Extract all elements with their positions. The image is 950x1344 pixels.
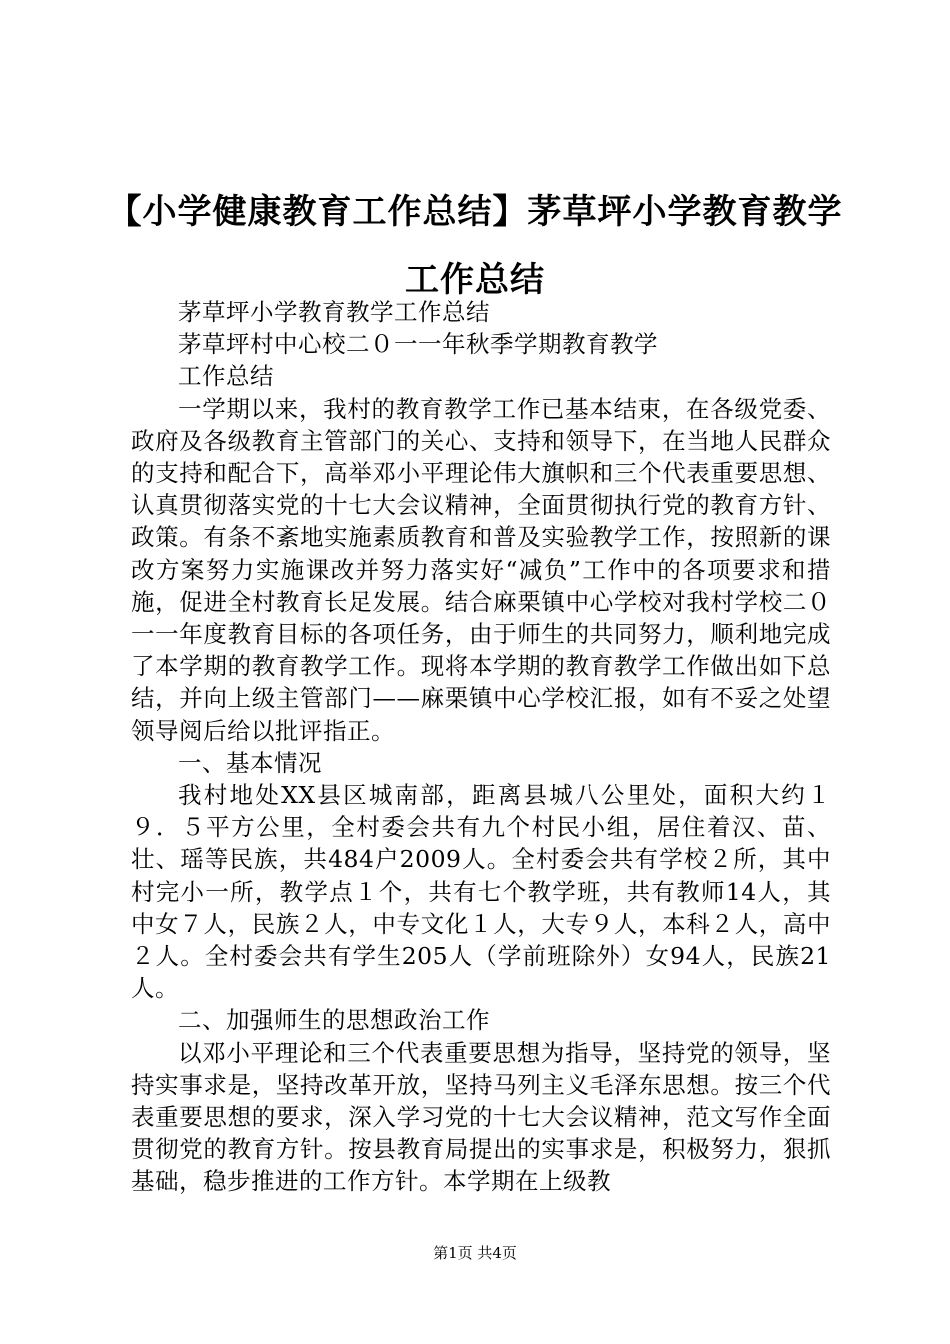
paragraph: 茅草坪小学教育教学工作总结 <box>178 298 490 326</box>
paragraph: 以邓小平理论和三个代表重要思想为指导，坚持党的领导，坚持实事求是，坚持改革开放，坚持马列主义毛泽东思想。按三个代表重要思想的要求，深入学习党的十七大会议精神，范文写作全面贯彻党的教育方针。按县教育局提出的实事求是，积极努力，狠抓基础，稳步推进的工作方针。本学期在上级教 <box>131 1038 831 1196</box>
document-body <box>131 296 831 1198</box>
section-heading: 二、加强师生的思想政治工作 <box>178 1006 490 1035</box>
paragraph: 我村地处XX县区城南部，距离县城八公里处，面积大约１９．５平方公里，全村委会共有九个村民小组，居住着汉、苗、壮、瑶等民族，共484户2009人。全村委会共有学校２所，其中村完小一所，教学点１个，共有七个教学班，共有教师14人，其中女７人，民族２人，中专文化１人，大专９人，本科２人，高中２人。全村委会共有学生205人（学前班除外）女94人，民族21人。 <box>131 781 831 1003</box>
page-footer: 第1页 共4页 <box>433 1244 517 1262</box>
paragraph: 茅草坪村中心校二０一一年秋季学期教育教学 <box>178 330 658 359</box>
section-heading: 一、基本情况 <box>178 748 322 777</box>
paragraph: 工作总结 <box>178 362 274 391</box>
document-title: 【小学健康教育工作总结】茅草坪小学教育教学工作总结 <box>107 192 843 300</box>
paragraph: 一学期以来，我村的教育教学工作已基本结束，在各级党委、政府及各级教育主管部门的关心、支持和领导下，在当地人民群众的支持和配合下，高举邓小平理论伟大旗帜和三个代表重要思想、认真贯彻落实党的十七大会议精神，全面贯彻执行党的教育方针、政策。有条不紊地实施素质教育和普及实验教学工作，按照新的课改方案努力实施课改并努力落实好“减负”工作中的各项要求和措施，促进全村教育长足发展。结合麻栗镇中心学校对我村学校二０一一年度教育目标的各项任务，由于师生的共同努力，顺利地完成了本学期的教育教学工作。现将本学期的教育教学工作做出如下总结，并向上级主管部门——麻栗镇中心学校汇报，如有不妥之处望领导阅后给以批评指正。 <box>131 394 831 745</box>
